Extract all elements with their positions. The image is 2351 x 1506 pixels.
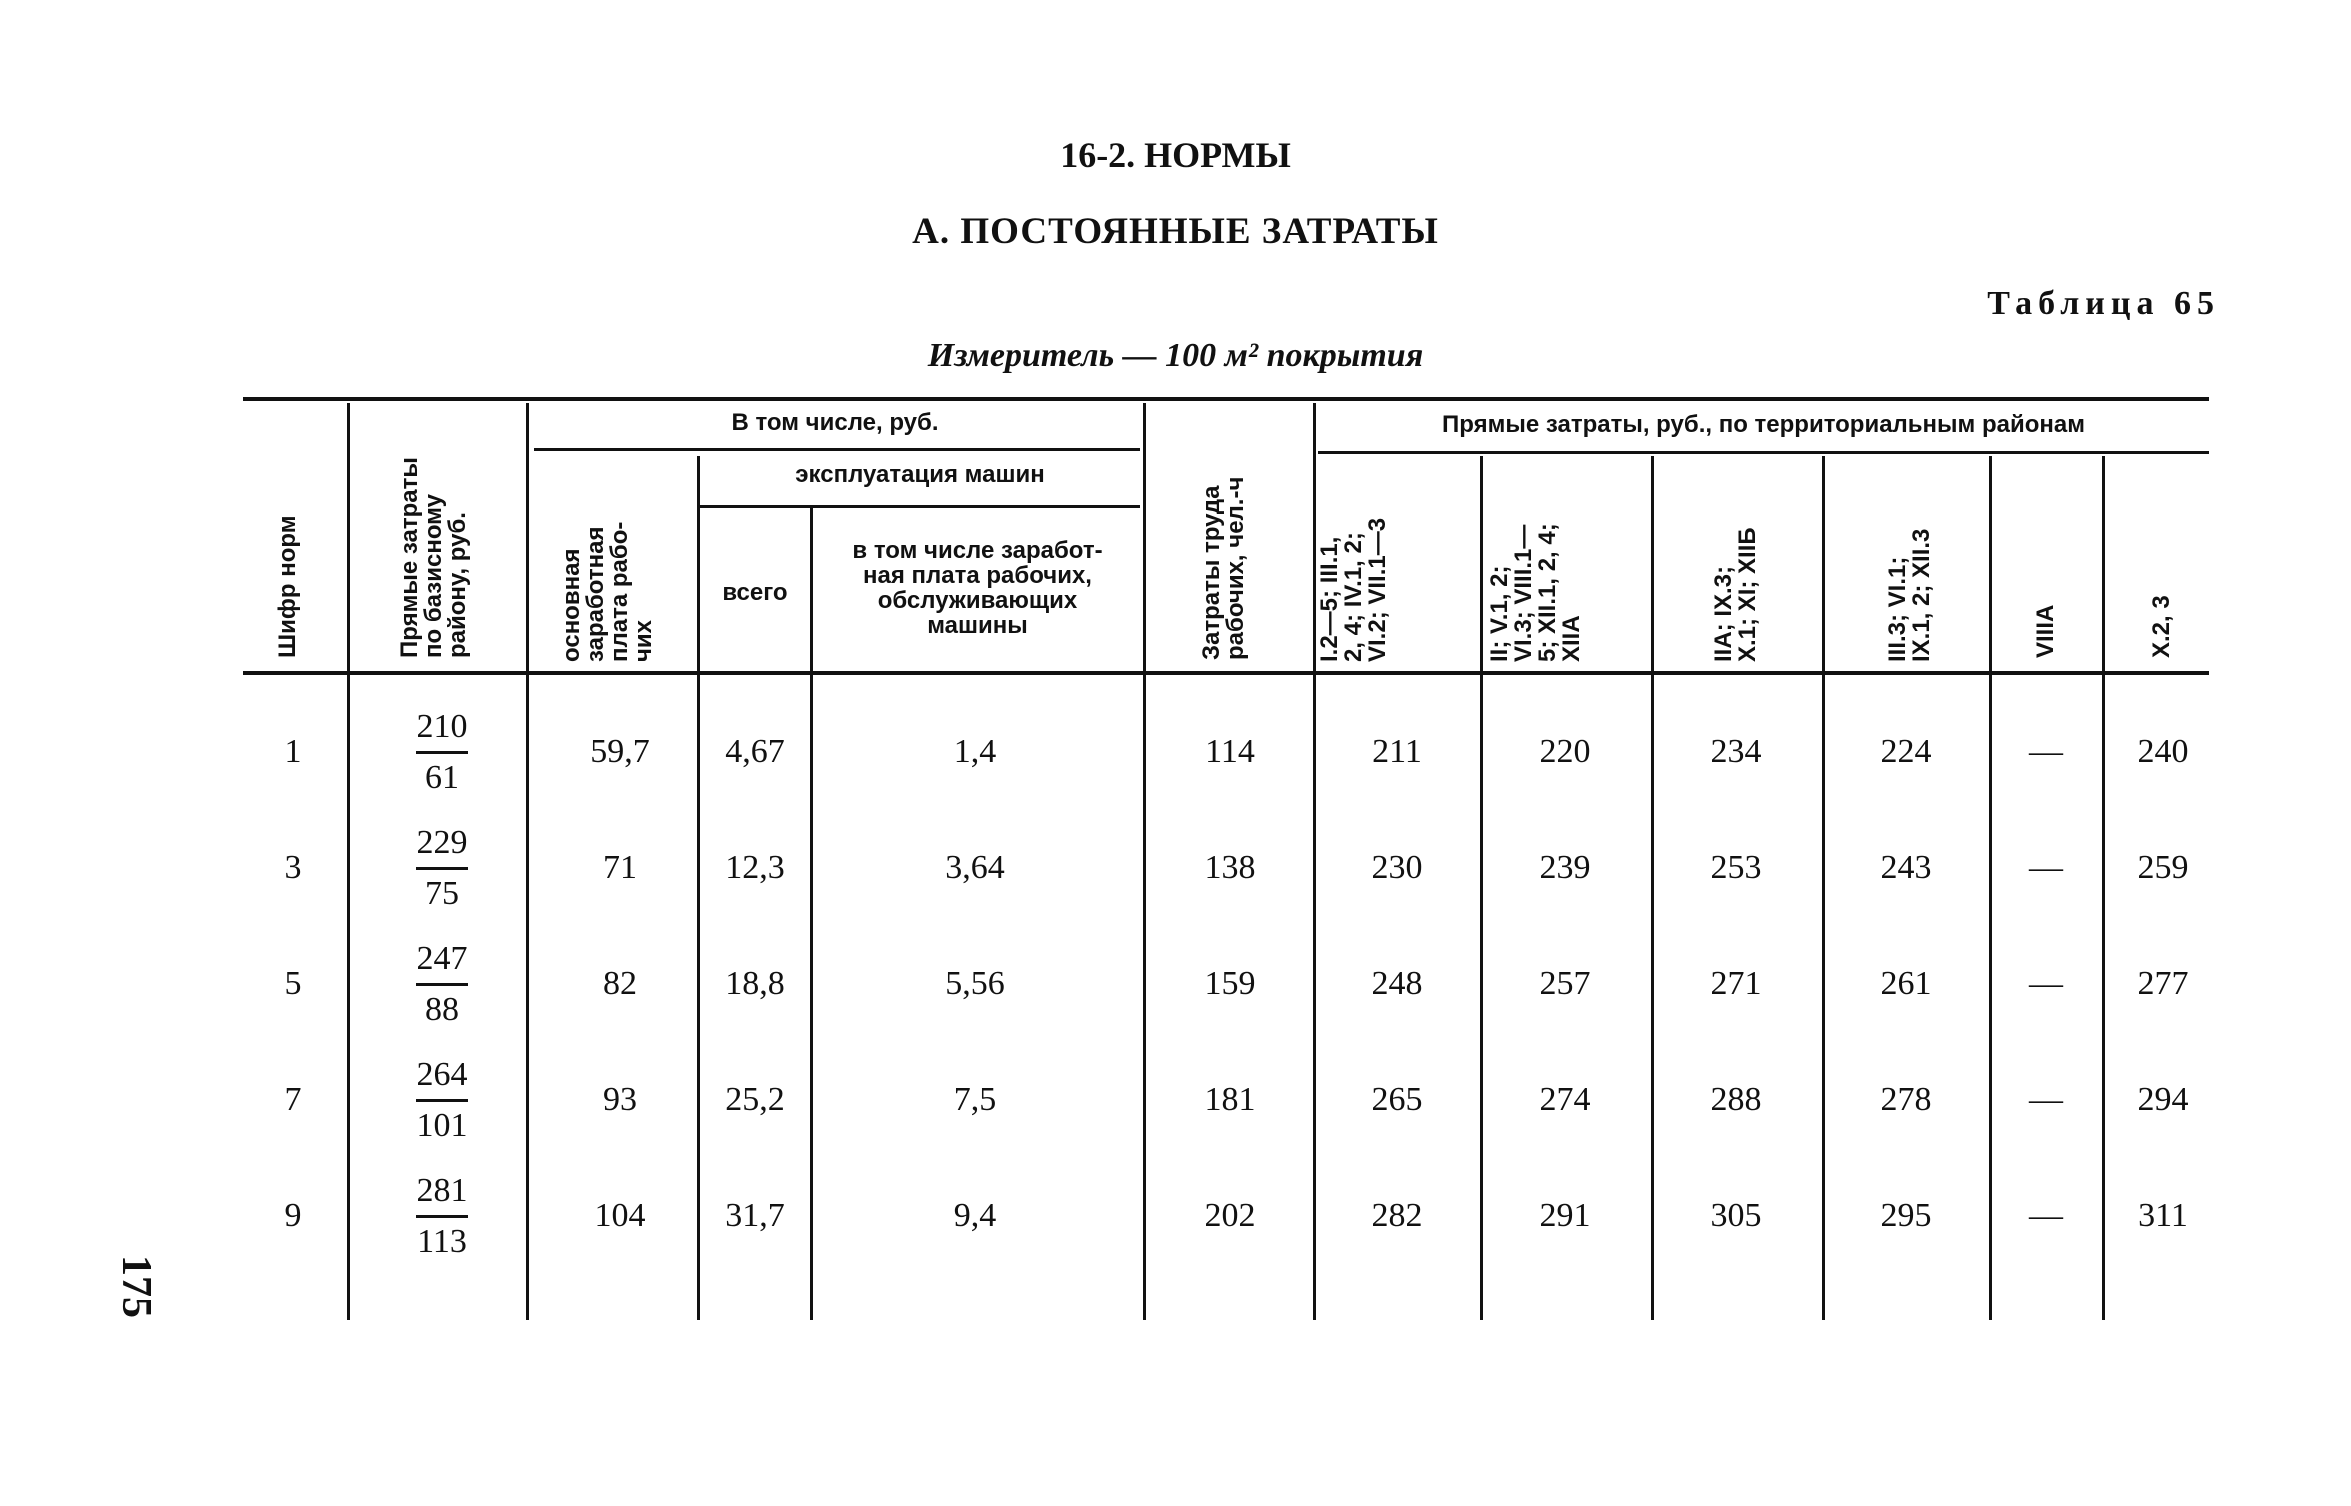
cell-mwages: 5,56 [945,965,1005,1002]
cell-labor: 181 [1204,1081,1256,1118]
cell-mwages: 7,5 [953,1081,997,1118]
header-including: В том числе, руб. [731,409,939,436]
cell-r2: 239 [1539,849,1591,886]
cell-base-denominator: 88 [425,991,459,1028]
cell-r5: — [2029,1197,2063,1234]
cell-wages: 82 [603,965,637,1002]
cell-labor: 159 [1204,965,1256,1002]
cell-r3: 305 [1710,1197,1762,1234]
cell-r5: — [2029,1081,2063,1118]
header-total: всего [722,579,788,606]
header-region-4: III.3; VI.1; IX.1, 2; XII.3 [1884,528,1935,662]
cell-r2: 291 [1539,1197,1591,1234]
cell-base-denominator: 113 [417,1223,467,1260]
cell-r4: 224 [1880,733,1932,770]
cell-r5: — [2029,733,2063,770]
cell-r4: 295 [1880,1197,1932,1234]
cell-code: 5 [284,965,302,1002]
cell-r4: 261 [1880,965,1932,1002]
cell-code: 3 [284,849,302,886]
cell-wages: 71 [603,849,637,886]
cell-wages: 59,7 [590,733,650,770]
fraction-bar [416,983,468,986]
cell-base-denominator: 75 [425,875,459,912]
cell-total: 12,3 [725,849,785,886]
cell-r4: 243 [1880,849,1932,886]
cell-base-denominator: 101 [416,1107,468,1144]
cell-r6: 277 [2137,965,2189,1002]
cell-r4: 278 [1880,1081,1932,1118]
cell-mwages: 1,4 [953,733,997,770]
cell-wages: 93 [603,1081,637,1118]
header-wages: основная заработная плата рабо- чих [558,521,657,662]
header-region-2: II; V.1, 2; VI.3; VIII.1— 5; XII.1, 2, 4; XIIA [1486,523,1585,662]
header-region-3: IIA; IX.3; X.1; XI; XIIБ [1710,527,1761,662]
cell-labor: 114 [1205,733,1255,770]
fraction-bar [416,1099,468,1102]
cell-labor: 138 [1204,849,1256,886]
cell-r1: 265 [1371,1081,1423,1118]
cell-r5: — [2029,849,2063,886]
section-title: 16-2. НОРМЫ [1060,135,1291,175]
header-region-6: X.2, 3 [2148,595,2175,658]
fraction-bar [416,751,468,754]
header-regional: Прямые затраты, руб., по территориальным районам [1442,411,2085,438]
header-machine-operation: эксплуатация машин [795,461,1045,488]
cell-code: 9 [284,1197,302,1234]
cell-code: 7 [284,1081,302,1118]
cell-base-numerator: 264 [416,1056,468,1093]
header-region-1: I.2—5; III.1, 2, 4; IV.1, 2; VI.2; VII.1—3 [1316,517,1391,662]
cell-r1: 211 [1372,733,1422,770]
cell-r1: 248 [1371,965,1423,1002]
cell-base-numerator: 247 [416,940,468,977]
header-direct-costs-base: Прямые затраты по базисному району, руб. [396,457,471,658]
cell-base-numerator: 281 [416,1172,468,1209]
cell-total: 4,67 [725,733,785,770]
cell-r3: 271 [1710,965,1762,1002]
cell-r6: 240 [2137,733,2189,770]
cell-r1: 282 [1371,1197,1423,1234]
header-norm-code: Шифр норм [274,515,301,658]
cell-r6: 311 [2138,1197,2188,1234]
cell-mwages: 9,4 [953,1197,997,1234]
header-including-wages: в том числе заработ- ная плата рабочих, обслуживающих машины [852,537,1103,639]
cell-base-numerator: 210 [416,708,468,745]
cell-r6: 259 [2137,849,2189,886]
cell-code: 1 [284,733,302,770]
cell-total: 25,2 [725,1081,785,1118]
measure-unit: Измеритель — 100 м² покрытия [927,337,1424,374]
cell-r3: 234 [1710,733,1762,770]
cell-r3: 253 [1710,849,1762,886]
page-number: 175 [113,1255,159,1318]
cell-r1: 230 [1371,849,1423,886]
fraction-bar [416,1215,468,1218]
header-labor: Затраты труда рабочих, чел.-ч [1198,476,1249,660]
cell-total: 18,8 [725,965,785,1002]
cell-mwages: 3,64 [945,849,1005,886]
cell-base-denominator: 61 [425,759,459,796]
cell-base-numerator: 229 [416,824,468,861]
fraction-bar [416,867,468,870]
cell-r6: 294 [2137,1081,2189,1118]
cell-r2: 274 [1539,1081,1591,1118]
cell-r5: — [2029,965,2063,1002]
header-region-5: VIIIA [2032,604,2059,658]
table-label: Таблица 65 [1987,285,2220,322]
cell-wages: 104 [594,1197,646,1234]
cell-r3: 288 [1710,1081,1762,1118]
cell-r2: 257 [1539,965,1591,1002]
subsection-title: А. ПОСТОЯННЫЕ ЗАТРАТЫ [912,211,1439,252]
cell-total: 31,7 [725,1197,785,1234]
cell-r2: 220 [1539,733,1591,770]
cell-labor: 202 [1204,1197,1256,1234]
